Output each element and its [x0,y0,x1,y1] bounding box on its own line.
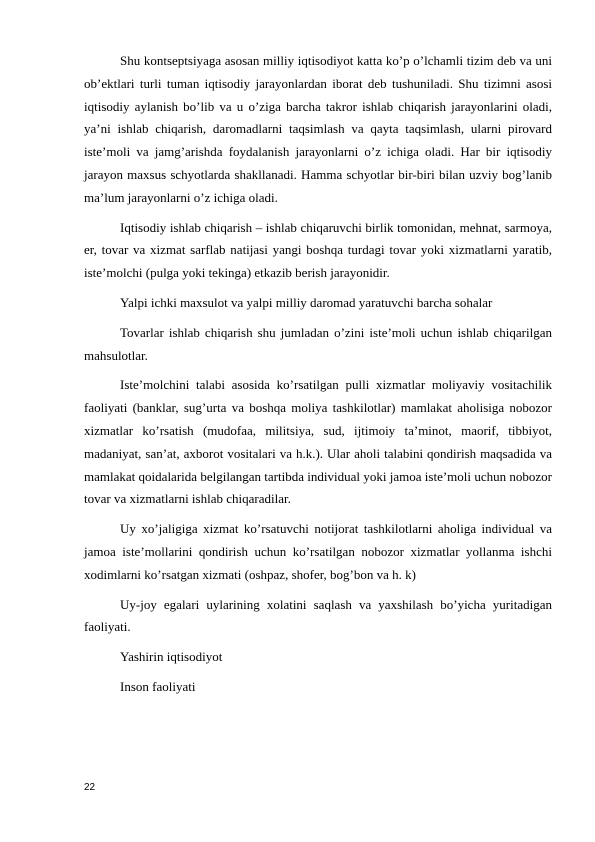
paragraph-goods-production: Tovarlar ishlab chiqarish shu jumladan o’zini iste’moli uchun ishlab chiqarilgan mahsulotlar. [84,324,552,363]
paragraph-national-economy-concept: Shu kontseptsiyaga asosan milliy iqtisodiyot katta ko’p o’lchamli tizim deb va uni ob’ektlari turli tuman iqtisodiy jarayonlardan iborat deb tushuniladi. Shu tizimni asosi iqtisodiy aylanish bo’lib va u o’ziga barcha takror ishlab chiqarish jarayonlarini oladi, ya’ni ishlab chiqarish, daromadlarni taqsimlash va qayta taqsimlash, ularni pirovard iste’moli va jamg’arishda foydalanish jarayonlarni o’z ichiga oladi. Har bir iqtisodiy jarayon maxsus schyotlarda shakllanadi. Hamma schyotlar bir-biri bilan uzviy bog’lanib ma’lum jarayonlarni o’z ichiga oladi. [84,53,552,205]
page-number: 22 [84,782,96,793]
paragraph-homeowners-activity: Uy-joy egalari uylarining xolatini saqlash va yaxshilash bo’yicha yuritadigan faoliyati. [84,596,552,635]
page-body [84,50,552,706]
paragraph-paid-services: Iste’molchini talabi asosida ko’rsatilgan pulli xizmatlar moliyaviy vositachilik faoliyati (banklar, sug’urta va boshqa moliya tashkilotlar) mamlakat aholisiga nobozor xizmatlar ko’rsatish (mudofaa, militsiya, sud, ijtimoiy ta’minot, maorif, tibbiyot, madaniyat, san’at, axborot vositalari va h.k.). Ular aholi talabini qondirish maqsadida va mamlakat qoidalarida belgilangan tartibda individual yoki jamoa iste’moli uchun nobozor tovar va xizmatlarni ishlab chiqaradilar. [84,377,552,507]
paragraph-economic-production-definition: Iqtisodiy ishlab chiqarish – ishlab chiqaruvchi birlik tomonidan, mehnat, sarmoya, er, tovar va xizmat sarflab natijasi yangi boshqa turdagi tovar yoki xizmatlarni yaratib, iste’molchi (pulga yoki tekinga) etkazib berish jarayonidir. [84,219,552,281]
paragraph-nonprofit-services: Uy xo’jaligiga xizmat ko’rsatuvchi notijorat tashkilotlarni aholiga individual va jamoa iste’mollarini qondirish uchun ko’rsatilgan nobozor xizmatlar yollanma ishchi xodimlarni ko’rsatgan xizmati (oshpaz, shofer, bog’bon va h. k) [84,521,552,582]
paragraph-gdp-sectors: Yalpi ichki maxsulot va yalpi milliy daromad yaratuvchi barcha sohalar [120,294,493,310]
paragraph-human-activity: Inson faoliyati [120,678,196,694]
paragraph-hidden-economy: Yashirin iqtisodiyot [120,649,223,665]
